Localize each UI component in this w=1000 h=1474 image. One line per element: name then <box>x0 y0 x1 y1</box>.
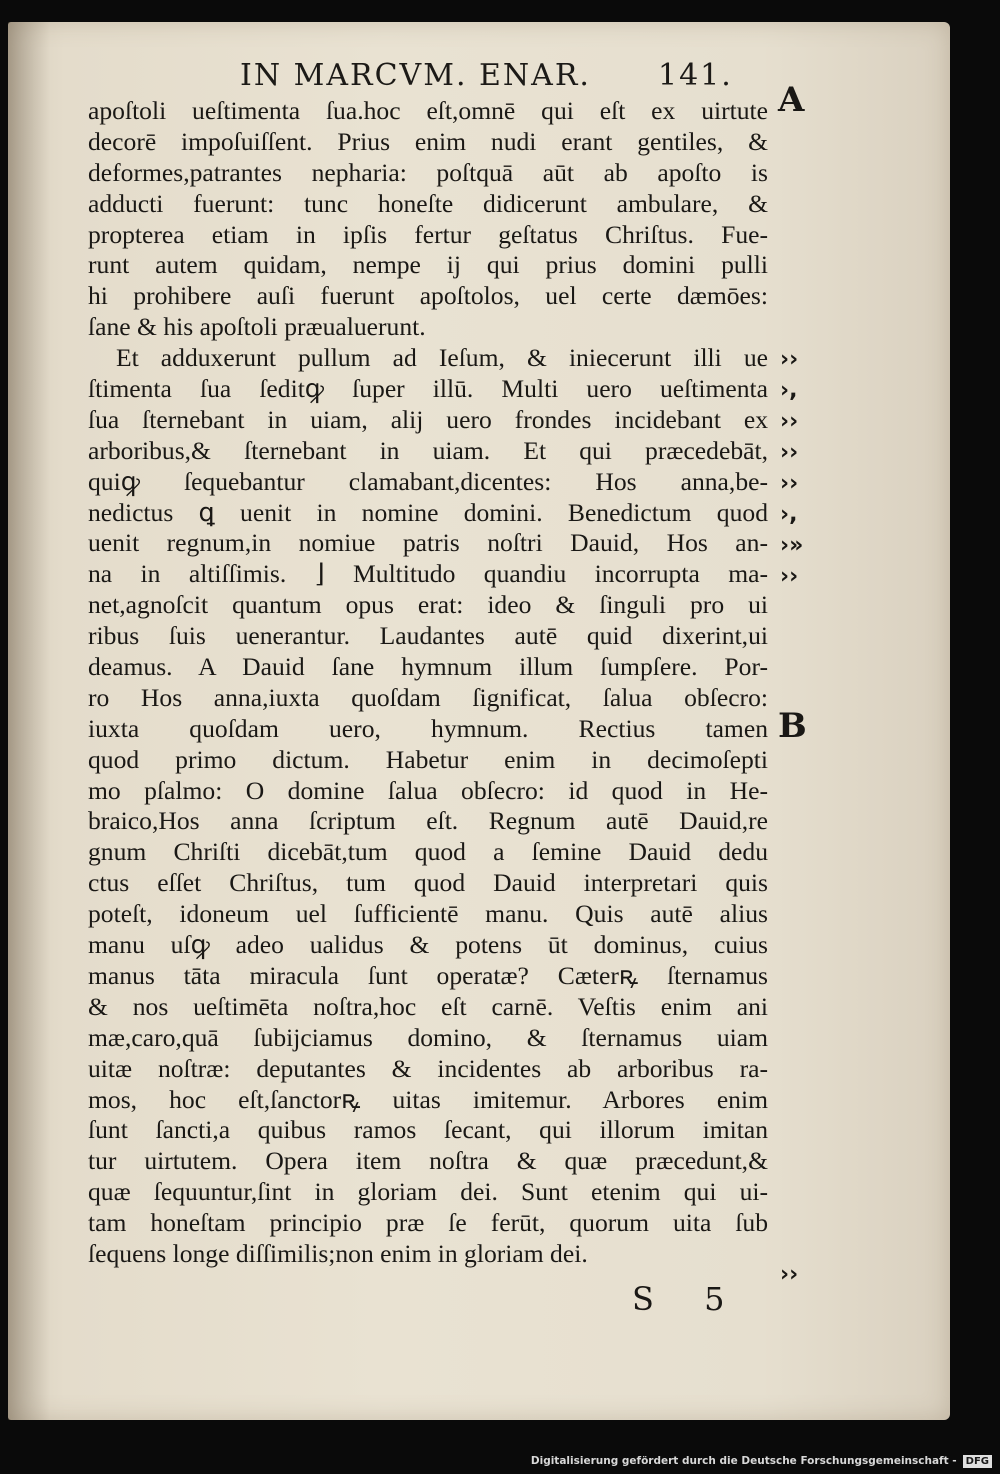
text-line: ſane & his apoſtoli præualuerunt. <box>88 312 426 342</box>
dfg-logo: DFG <box>963 1455 992 1468</box>
margin-letter-b: B <box>778 706 807 746</box>
text-line: na in altiſſimis. ⌋ Multitudo quandiu incorrupta ma- <box>88 559 768 589</box>
signature-mark: S 5 <box>632 1280 745 1318</box>
text-line: poteſt, idoneum uel ſufficientē manu. Quis autē alius <box>88 899 768 929</box>
text-line: decorē impoſuiſſent. Prius enim nudi erant gentiles, & <box>88 126 768 156</box>
running-head <box>240 58 740 93</box>
text-line: Et adduxerunt pullum ad Ieſum, & iniecerunt illi ue <box>116 343 768 373</box>
marginal-quote-mark: ›» <box>780 532 804 558</box>
running-head-title: IN MARCVM. ENAR. <box>240 58 591 93</box>
text-line: ribus ſuis uenerantur. Laudantes autē quid dixerint,ui <box>88 621 768 651</box>
marginal-quote-mark: ›, <box>780 501 798 527</box>
marginal-quote-mark: ›, <box>780 378 798 404</box>
text-line: ctus eſſet Chriſtus, tum quod Dauid interpretari quis <box>88 868 768 898</box>
text-line: iuxta quoſdam uero, hymnum. Rectius tamen <box>88 713 768 743</box>
text-line: nedictus ꝗ uenit in nomine domini. Benedictum quod <box>88 497 768 527</box>
body-text <box>88 96 768 1270</box>
text-line: braico,Hos anna ſcriptum eſt. Regnum autē Dauid,re <box>88 806 768 836</box>
text-line: mos, hoc eſt,ſanctorꝶ uitas imitemur. Arbores enim <box>88 1084 768 1114</box>
text-line: manu uſꝙ adeo ualidus & potens ūt dominus, cuius <box>88 930 768 960</box>
text-line: ſequens longe diſſimilis;non enim in gloriam dei. <box>88 1238 588 1268</box>
text-line: uitæ noſtræ: deputantes & incidentes ab arboribus ra- <box>88 1053 768 1083</box>
text-line: quod primo dictum. Habetur enim in decimoſepti <box>88 744 768 774</box>
catchword-quote-mark: ›› <box>780 1262 799 1287</box>
text-line: deformes,patrantes nepharia: poſtquā aūt ab apoſto is <box>88 157 768 187</box>
text-line: apoſtoli ueſtimenta ſua.hoc eſt,omnē qui eſt ex uirtute <box>88 96 768 125</box>
text-line: manus tāta miracula ſunt operatæ? Cæterꝶ ſternamus <box>88 960 768 990</box>
text-line: & nos ueſtimēta noſtra,hoc eſt carnē. Veſtis enim ani <box>88 991 768 1021</box>
marginal-quote-mark: ›› <box>780 439 799 465</box>
footer-text: Digitalisierung gefördert durch die Deutsche Forschungsgemeinschaft - <box>530 1455 957 1467</box>
text-line: gnum Chriſti dicebāt,tum quod a ſemine Dauid dedu <box>88 837 768 867</box>
text-line: adducti fuerunt: tunc honeſte didicerunt ambulare, & <box>88 188 768 218</box>
text-line: tur uirtutem. Opera item noſtra & quæ præcedunt,& <box>88 1146 768 1176</box>
margin-letter-a: A <box>778 80 805 120</box>
folio-number: 141. <box>658 58 733 93</box>
text-line: ſtimenta ſua ſeditꝙ ſuper illū. Multi uero ueſtimenta <box>88 374 768 404</box>
text-line: propterea etiam in ipſis fertur geſtatus Chriſtus. Fue- <box>88 219 768 249</box>
text-line: mæ,caro,quā ſubijciamus domino, & ſternamus uiam <box>88 1022 768 1052</box>
text-line: tam honeſtam principio præ ſe ferūt, quorum uita ſub <box>88 1208 768 1238</box>
digitization-footer <box>531 1452 992 1470</box>
text-line: mo pſalmo: O domine ſalua obſecro: id quod in He- <box>88 775 768 805</box>
text-line: ro Hos anna,iuxta quoſdam ſignificat, ſalua obſecro: <box>88 682 768 712</box>
text-line: ſua ſternebant in uiam, alij uero frondes incidebant ex <box>88 404 768 434</box>
text-line: deamus. A Dauid ſane hymnum illum ſumpſere. Por- <box>88 652 768 682</box>
text-line: runt autem quidam, nempe ij qui prius domini pulli <box>88 250 768 280</box>
marginal-quote-mark: ›› <box>780 347 799 373</box>
page-gutter-shadow <box>8 22 50 1420</box>
text-line: net,agnoſcit quantum opus erat: ideo & ſinguli pro ui <box>88 590 768 620</box>
marginal-quote-mark: ›› <box>780 563 799 589</box>
text-line: ſunt ſancti,a quibus ramos ſecant, qui illorum imitan <box>88 1115 768 1145</box>
text-line: quæ ſequuntur,ſint in gloriam dei. Sunt etenim qui ui- <box>88 1177 768 1207</box>
text-line: hi prohibere auſi fuerunt apoſtolos, uel certe dæmōes: <box>88 281 768 311</box>
text-line: arboribus,& ſternebant in uiam. Et qui præcedebāt, <box>88 435 768 465</box>
text-line: uenit regnum,in nomiue patris noſtri Dauid, Hos an- <box>88 528 768 558</box>
marginal-quote-mark: ›› <box>780 470 799 496</box>
text-line: quiꝙ ſequebantur clamabant,dicentes: Hos anna,be- <box>88 466 768 496</box>
marginal-quote-mark: ›› <box>780 409 799 434</box>
